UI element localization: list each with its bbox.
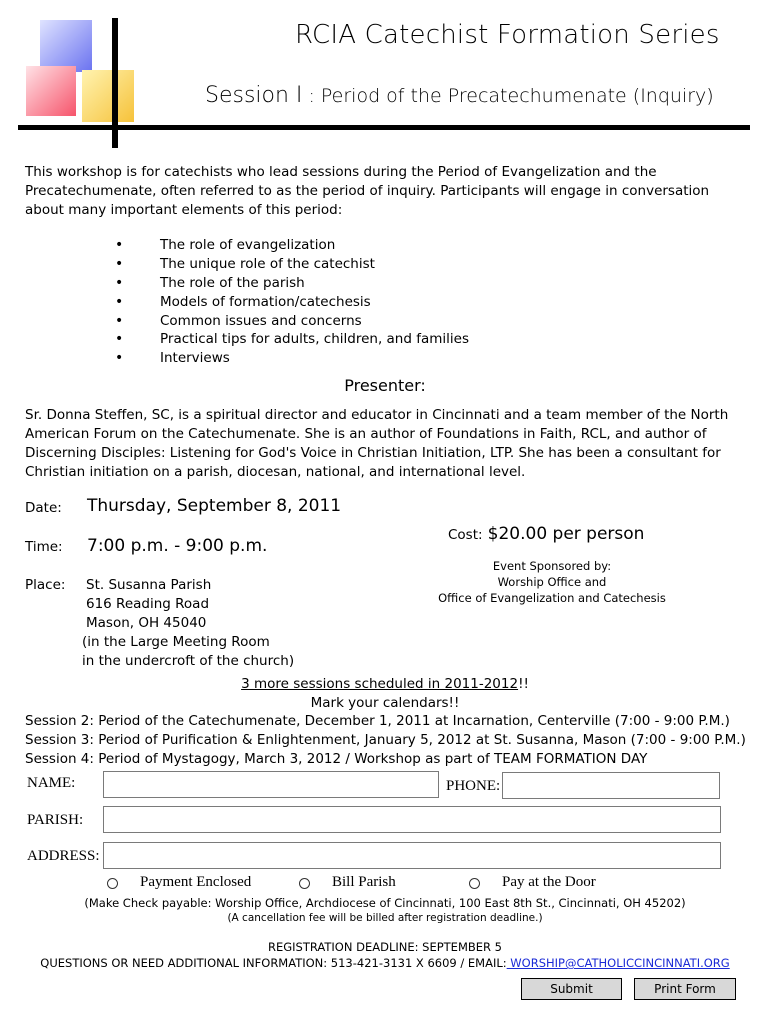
list-item [115,274,565,293]
sessions-headline-tail: !! [518,676,529,692]
address-label: ADDRESS: [27,848,100,864]
bullet: • [115,293,124,310]
bullet: • [115,237,124,254]
list-item: Session 3: Period of Purification & Enlightenment, January 5, 2012 at St. Susanna, Mason (7:00 - 9:00 P.M.) [25,732,746,748]
subtitle-session: Session I [205,83,303,108]
topic-text: Models of formation/catechesis [160,293,371,310]
presenter-heading: Presenter: [344,376,426,395]
questions-line [0,956,770,970]
email-link[interactable]: WORSHIP@CATHOLICCINCINNATI.ORG [506,956,730,970]
intro-paragraph: This workshop is for catechists who lead sessions during the Period of Evangelization and the Precatechumenate, often referred to as the period of inquiry. Participants will engage in conversation about many important elements of this period: [25,164,710,218]
topic-list [115,236,565,368]
payable-note: (Make Check payable: Worship Office, Archdiocese of Cincinnati, 100 East 8th St., Cincinnati, OH 45202) [84,896,686,910]
pay-at-door-radio[interactable] [469,878,480,889]
print-form-button[interactable]: Print Form [634,978,736,1000]
topic-text: The unique role of the catechist [160,256,375,273]
bullet: • [115,312,124,329]
bullet: • [115,274,124,291]
time-label: Time: [25,539,63,555]
bullet: • [115,350,124,367]
topic-text: Interviews [160,350,230,367]
sponsor-line: Office of Evangelization and Catechesis [438,591,666,605]
phone-field[interactable] [502,772,720,799]
header-horizontal-rule [18,125,750,130]
decorative-blue-square [40,20,92,72]
list-item [115,236,565,255]
topic-text: Common issues and concerns [160,312,362,329]
sessions-headline [0,675,770,694]
payment-enclosed-radio[interactable] [107,878,118,889]
subtitle-period: : Period of the Precatechumenate (Inquiry) [302,85,714,107]
place-label: Place: [25,577,66,593]
sessions-headline-link[interactable]: 3 more sessions scheduled in 2011-2012 [241,676,519,692]
registration-deadline: REGISTRATION DEADLINE: SEPTEMBER 5 [268,940,502,954]
address-field[interactable] [103,842,721,869]
list-item [115,349,565,368]
cost [448,524,644,544]
page-title: RCIA Catechist Formation Series [295,20,720,50]
cancellation-note: (A cancellation fee will be billed after registration deadline.) [227,912,543,924]
place-line: (in the Large Meeting Room [82,634,270,650]
list-item [115,330,565,349]
list-item [115,255,565,274]
date-value: Thursday, September 8, 2011 [87,496,342,516]
topic-text: Practical tips for adults, children, and families [160,331,469,348]
list-item: Session 2: Period of the Catechumenate, December 1, 2011 at Incarnation, Centerville (7:00 - 9:00 P.M.) [25,713,730,729]
list-item [115,292,565,311]
page-subtitle [205,83,714,108]
parish-label: PARISH: [27,812,84,828]
decorative-yellow-square [82,70,134,122]
parish-field[interactable] [103,806,721,833]
place-line: 616 Reading Road [86,596,210,612]
bill-parish-label: Bill Parish [332,874,396,890]
time-value: 7:00 p.m. - 9:00 p.m. [87,536,268,556]
sponsor-block [412,558,692,606]
presenter-bio: Sr. Donna Steffen, SC, is a spiritual director and educator in Cincinnati and a team member of the North American Forum on the Catechumenate. She is an author of Foundations in Faith, RCL, and author of Discerning Disciples: Listening for God's Voice in Christian Initiation, LTP. She has been a consultant for Christian initiation on a parish, diocesan, national, and international level. [25,407,729,480]
name-field[interactable] [103,771,439,798]
phone-label: PHONE: [446,778,501,794]
cost-value: $20.00 per person [487,524,645,544]
cost-label: Cost: [448,527,483,543]
pay-at-door-label: Pay at the Door [502,874,596,890]
questions-text: QUESTIONS OR NEED ADDITIONAL INFORMATION: 513-421-3131 X 6609 / EMAIL: [40,956,507,970]
list-item [115,311,565,330]
bill-parish-radio[interactable] [299,878,310,889]
topic-text: The role of the parish [160,274,305,291]
mark-calendars: Mark your calendars!! [310,695,460,711]
date-label: Date: [25,500,62,516]
sponsor-line: Event Sponsored by: [492,559,612,573]
list-item: Session 4: Period of Mystagogy, March 3, 2012 / Workshop as part of TEAM FORMATION DAY [25,751,648,767]
place-line: in the undercroft of the church) [82,653,295,669]
session-list [25,712,765,769]
sponsor-line: Worship Office and [497,575,607,589]
place-address [82,576,382,671]
place-line: St. Susanna Parish [86,577,212,593]
topic-text: The role of evangelization [160,237,336,254]
submit-button[interactable]: Submit [521,978,622,1000]
name-label: NAME: [27,775,76,791]
place-line: Mason, OH 45040 [86,615,207,631]
payment-enclosed-label: Payment Enclosed [140,874,252,890]
decorative-pink-square [26,66,76,116]
bullet: • [115,331,124,348]
bullet: • [115,256,124,273]
